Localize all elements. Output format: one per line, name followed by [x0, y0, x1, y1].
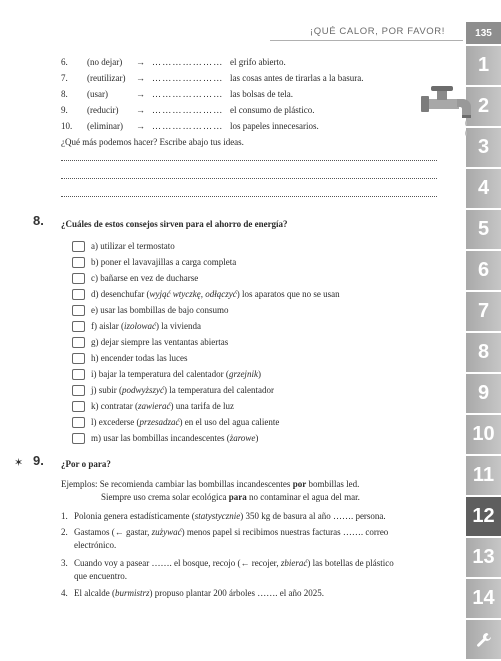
list-item-continuation: que encuentro. — [74, 571, 127, 581]
checkbox[interactable] — [72, 417, 85, 428]
star-icon: ✶ — [14, 457, 24, 469]
checkbox[interactable] — [72, 321, 85, 332]
checkbox-option[interactable]: e) usar las bombillas de bajo consumo — [72, 304, 228, 316]
checkbox[interactable] — [72, 241, 85, 252]
tab-13[interactable]: 13 — [466, 538, 501, 577]
tab-2[interactable]: 2 — [466, 87, 501, 126]
checkbox-option[interactable]: a) utilizar el termostato — [72, 240, 175, 252]
header-divider — [270, 40, 463, 41]
tab-1[interactable]: 1 — [466, 46, 501, 85]
tab-10[interactable]: 10 — [466, 415, 501, 454]
answer-blank[interactable]: ………………… — [152, 105, 224, 115]
ideas-prompt: ¿Qué más podemos hacer? Escribe abajo tus ideas. — [61, 137, 244, 147]
checkbox-option[interactable]: i) bajar la temperatura del calentador (grzejnik) — [72, 368, 261, 380]
faucet-illustration — [419, 82, 477, 142]
answer-blank[interactable]: ………………… — [152, 73, 224, 83]
page-number: 135 — [466, 22, 501, 44]
checkbox[interactable] — [72, 337, 85, 348]
page-header — [0, 0, 455, 44]
list-item-continuation: electrónico. — [74, 540, 117, 550]
checkbox[interactable] — [72, 353, 85, 364]
checkbox-option[interactable]: j) subir (podwyższyć) la temperatura del calentador — [72, 384, 274, 396]
checkbox[interactable] — [72, 385, 85, 396]
checkbox-option[interactable]: d) desenchufar (wyjąć wtyczkę, odłączyć) los aparatos que no se usan — [72, 288, 340, 300]
tab-3[interactable]: 3 — [466, 128, 501, 167]
exercise-number: 8. — [33, 213, 44, 228]
chapter-title: ¡QUÉ CALOR, POR FAVOR! — [310, 26, 445, 37]
tab-12[interactable]: 12 — [466, 497, 501, 536]
tab-5[interactable]: 5 — [466, 210, 501, 249]
checkbox-option[interactable]: l) excederse (przesadzać) en el uso del agua caliente — [72, 416, 279, 428]
tab-14[interactable]: 14 — [466, 579, 501, 618]
checkbox-option[interactable]: k) contratar (zawierać) una tarifa de luz — [72, 400, 234, 412]
checkbox[interactable] — [72, 257, 85, 268]
checkbox-option[interactable]: f) aislar (izolować) la vivienda — [72, 320, 201, 332]
tab-4[interactable]: 4 — [466, 169, 501, 208]
answer-blank[interactable]: ………………… — [152, 121, 224, 131]
writing-line[interactable] — [61, 178, 437, 180]
checkbox[interactable] — [72, 273, 85, 284]
checkbox-option[interactable]: g) dejar siempre las ventantas abiertas — [72, 336, 228, 348]
checkbox-option[interactable]: c) bañarse en vez de ducharse — [72, 272, 198, 284]
exercise-title: ¿Cuáles de estos consejos sirven para el ahorro de energía? — [61, 219, 288, 229]
answer-blank[interactable]: ………………… — [152, 57, 224, 67]
tab-8[interactable]: 8 — [466, 333, 501, 372]
checkbox[interactable] — [72, 433, 85, 444]
tab-11[interactable]: 11 — [466, 456, 501, 495]
checkbox-option[interactable]: h) encender todas las luces — [72, 352, 187, 364]
example-line: Siempre uso crema solar ecológica para no contaminar el agua del mar. — [101, 492, 360, 502]
checkbox[interactable] — [72, 305, 85, 316]
writing-line[interactable] — [61, 160, 437, 162]
tab-6[interactable]: 6 — [466, 251, 501, 290]
tab-9[interactable]: 9 — [466, 374, 501, 413]
checkbox-option[interactable]: b) poner el lavavajillas a carga completa — [72, 256, 236, 268]
checkbox[interactable] — [72, 289, 85, 300]
answer-blank[interactable]: ………………… — [152, 89, 224, 99]
exercise-number: 9. — [33, 453, 44, 468]
checkbox-option[interactable]: m) usar las bombillas incandescentes (żarowe) — [72, 432, 258, 444]
exercise-title: ¿Por o para? — [61, 459, 111, 469]
tab-7[interactable]: 7 — [466, 292, 501, 331]
checkbox[interactable] — [72, 401, 85, 412]
checkbox[interactable] — [72, 369, 85, 380]
writing-line[interactable] — [61, 196, 437, 198]
example-line: Ejemplos: Se recomienda cambiar las bombillas incandescentes por bombillas led. — [61, 479, 360, 489]
